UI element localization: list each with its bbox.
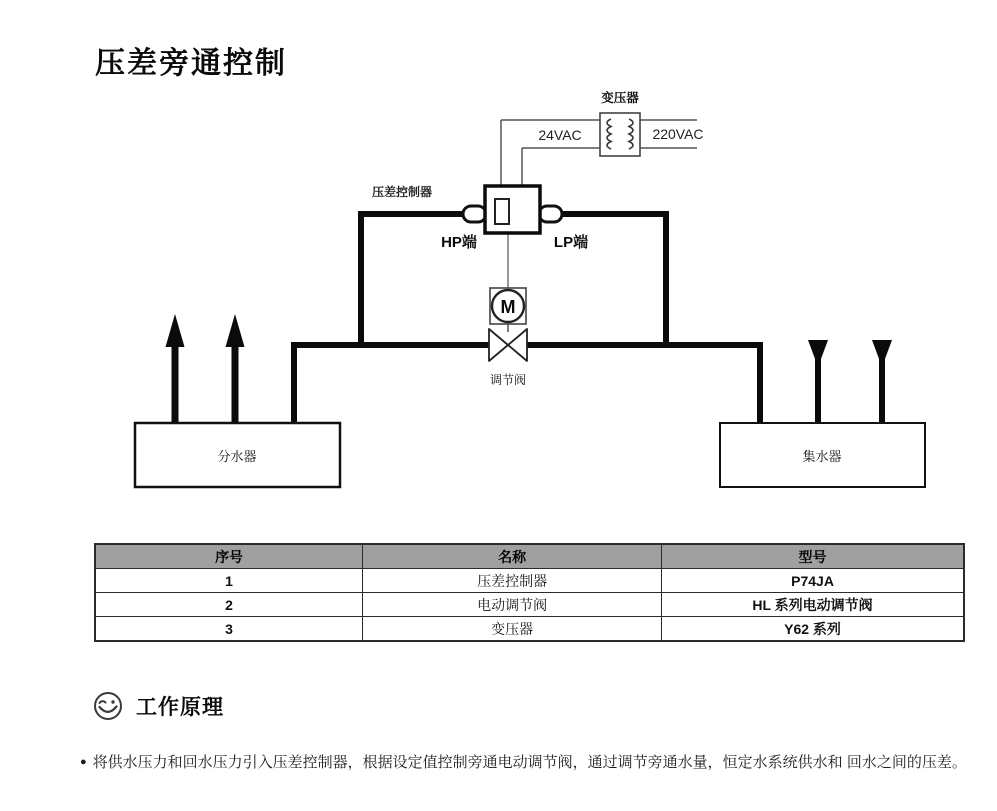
- control-valve: [489, 329, 527, 361]
- up-arrow-icon: [226, 314, 245, 347]
- pipe-main-right: [527, 345, 760, 423]
- valve-left-triangle: [489, 329, 508, 361]
- header-no: 序号: [95, 544, 363, 569]
- pipes: [294, 214, 760, 423]
- header-name: 名称: [363, 544, 662, 569]
- motor-actuator: [490, 288, 526, 324]
- cell-model: Y62 系列: [662, 617, 964, 642]
- controller-window: [495, 199, 509, 224]
- principle-paragraph: [80, 746, 980, 779]
- valve-label: 调节阀: [489, 373, 527, 387]
- collector-label: 集水器: [802, 449, 842, 464]
- cell-model: HL 系列电动调节阀: [662, 593, 964, 617]
- lp-port: [539, 206, 562, 222]
- cell-name: 变压器: [363, 617, 662, 642]
- distributor: [135, 314, 340, 487]
- controller-box: [485, 186, 540, 233]
- lp-label: LP端: [553, 234, 589, 251]
- principle-heading: 工作原理: [136, 696, 224, 719]
- table-header-row: [95, 544, 964, 569]
- dp-controller: [372, 184, 588, 251]
- cell-no: 3: [95, 617, 363, 642]
- table-row: [95, 593, 964, 617]
- principle-section-header: [92, 690, 224, 722]
- up-arrow-icon: [166, 314, 185, 347]
- transformer-box: [600, 113, 640, 156]
- collector: [720, 340, 925, 487]
- components-table: [94, 543, 965, 642]
- cell-name: 压差控制器: [363, 569, 662, 593]
- controller-label: 压差控制器: [372, 185, 433, 199]
- cell-name: 电动调节阀: [363, 593, 662, 617]
- table-row: [95, 569, 964, 593]
- table-row: [95, 617, 964, 642]
- down-arrow-icon: [808, 340, 828, 367]
- smiley-icon: [92, 690, 124, 722]
- down-arrow-icon: [872, 340, 892, 367]
- principle-body-text: 将供水压力和回水压力引入压差控制器，根据设定值控制旁通电动调节阀，通过调节旁通水量，恒定水系统供水和 回水之间的压差。: [92, 754, 967, 771]
- valve-right-triangle: [508, 329, 527, 361]
- hp-label: HP端: [441, 234, 477, 251]
- page-title: 压差旁通控制: [95, 47, 287, 80]
- transformer: [501, 90, 704, 186]
- voltage-right-label: 220VAC: [652, 126, 704, 142]
- cell-model: P74JA: [662, 569, 964, 593]
- pipe-main-left: [294, 345, 489, 423]
- transformer-label: 变压器: [601, 91, 639, 105]
- header-model: 型号: [662, 544, 964, 569]
- cell-no: 1: [95, 569, 363, 593]
- cell-no: 2: [95, 593, 363, 617]
- distributor-label: 分水器: [217, 449, 257, 464]
- bullet-marker: ●: [80, 756, 87, 768]
- voltage-left-label: 24VAC: [538, 127, 582, 143]
- motor-label: M: [500, 297, 516, 317]
- hp-port: [463, 206, 486, 222]
